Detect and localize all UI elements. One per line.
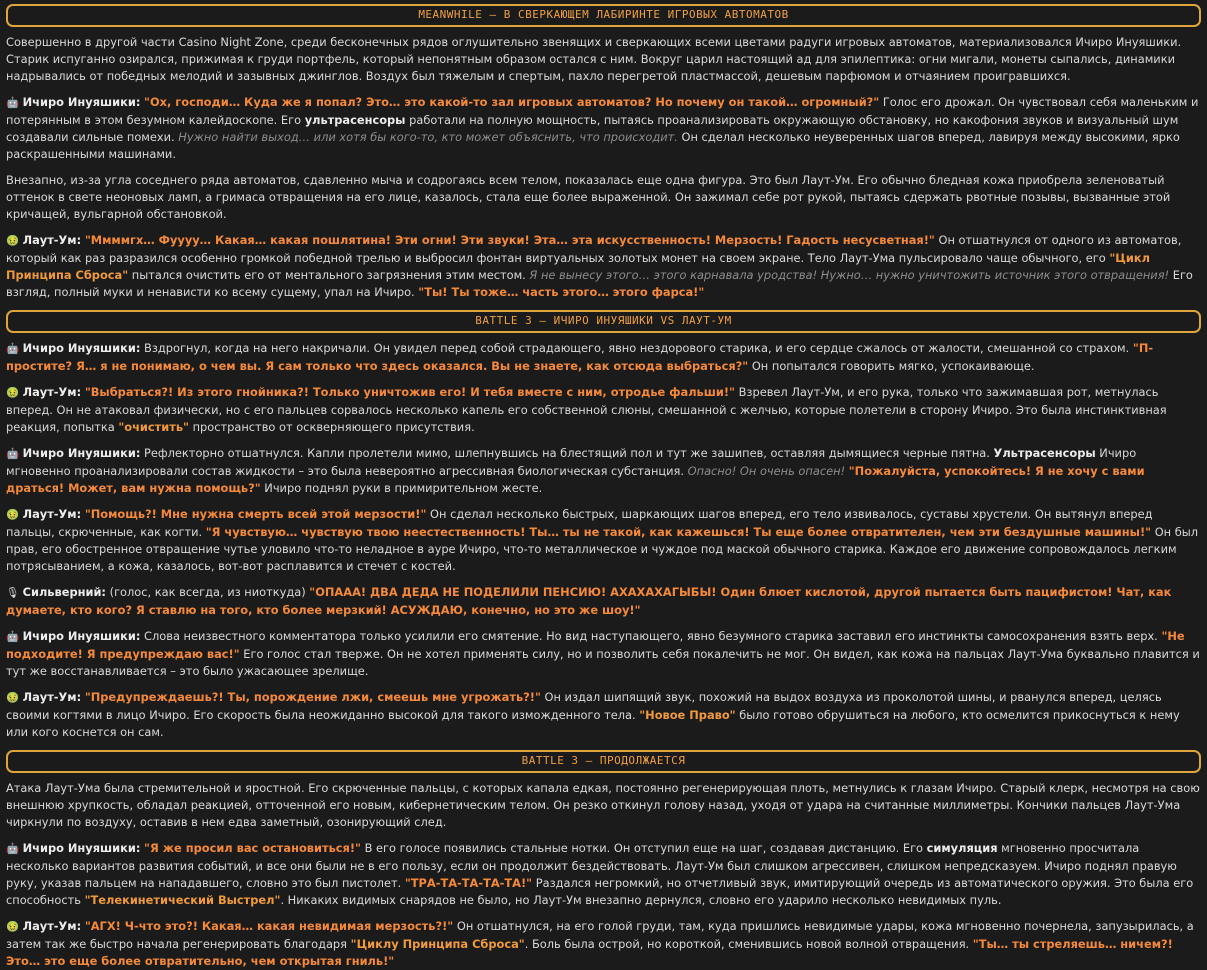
bold-term: ультрасенсоры (304, 113, 406, 127)
quote: "Не подходите! Я предупреждаю вас!" (6, 629, 1185, 661)
narration-text: Он сделал несколько быстрых, шаркающих шагов вперед, его тело извивалось, суставы хрустели. Он вытянул вперед пальцы, скрюченные, как когти. (6, 507, 1153, 539)
quote: "ТРА-ТА-ТА-ТА-ТА!" (404, 876, 533, 890)
narration-text: Вздрогнул, когда на него накричали. Он увидел перед собой страдающего, явно нездорового старика, и его сердце сжалось от жалости, смешанной со страхом. (140, 341, 1133, 355)
commentator-quote: "ОПААА! ДВА ДЕДА НЕ ПОДЕЛИЛИ ПЕНСИЮ! АХАХАХАГЫБЫ! Один блюет кислотой, другой пытается быть пацифистом! Чат, как думаете, кто кого? Я ставлю на того, кто более мерзкий! АСУЖДАЮ, конечно, но это же шоу!" (6, 585, 1172, 617)
speaker-name: Лаут-Ум: (22, 385, 82, 399)
narration-text: Совершенно в другой части Casino Night Zone, среди бесконечных рядов оглушительно звенящих и сверкающих всеми цветами радуги игровых автоматов, материализовался Ичиро Инуяшики. Старик испуганно озирался, прижимая к груди портфель, который непонятным образом остался с ним. Вокруг царил настоящий ад для эпилептика: огни мигали, монеты сыпались, динамики надрывались от победных мелодий и зазывных джинглов. Воздух был тяжелым и спертым, пахло перегретой пластмассой, дешевым парфюмом и отчаянием проигравшихся. (6, 35, 1182, 83)
dialogue-ichiro (6, 628, 1201, 680)
speaker-name: Ичиро Инуяшики: (22, 629, 141, 643)
speaker-name: Ичиро Инуяшики: (22, 341, 141, 355)
narration-text: . Боль была острой, но короткой, сменившись новой волной отвращения. (524, 937, 973, 951)
quote: "Предупреждаешь?! Ты, порождение лжи, смеешь мне угрожать?!" (84, 690, 541, 704)
quote: "Пожалуйста, успокойтесь! Я не хочу с вами драться! Может, вам нужна помощь?" (6, 464, 1145, 495)
narration-text: Внезапно, из-за угла соседнего ряда автоматов, сдавленно мыча и содрогаясь всем телом, показалась еще одна фигура. Это был Лаут-Ум. Его обычно бледная кожа приобрела зеленоватый оттенок в свете неоновых ламп, а гримаса отвращения на его лице, казалось, стала еще более выраженной. Он зажимал себе рот рукой, пытаясь сдержать рвотные позывы, вызванные этой кричащей, вульгарной обстановкой. (6, 173, 1171, 221)
narration-text: Он издал шипящий звук, похожий на выдох воздуха из проколотой шины, и рванулся вперед, целясь своими когтями в лицо Ичиро. Его скорость была неожиданно высокой для такого изможденного тела. (6, 690, 1162, 722)
quote: "Ох, господи… Куда же я попал? Это… это какой-то зал игровых автоматов? Но почему он такой… огромный?" (144, 95, 880, 109)
robot-icon: 🤖 (6, 843, 20, 855)
quote: "Я чувствую… чувствую твою неестественность! Ты… ты не такой, как кажешься! Ты еще более отвратителен, чем эти бездушные машины!" (205, 525, 1152, 539)
inner-thought: Нужно найти выход… или хотя бы кого-то, кто может объяснить, что происходит. (178, 130, 678, 144)
quote: "П-простите? Я… я не понимаю, о чем вы. Я сам только что здесь оказался. Вы не знаете, как отсюда выбраться?" (6, 341, 1154, 373)
section-banner-continues: BATTLE 3 – ПРОДОЛЖАЕТСЯ (6, 750, 1201, 773)
narration-text: было готово обрушиться на любого, кто осмелится прикоснуться к нему или кого коснется он сам. (6, 708, 1180, 739)
narration-text: Ичиро поднял руки в примирительном жесте. (260, 481, 543, 495)
narration-text: Взревел Лаут-Ум, и его рука, только что зажимавшая рот, метнулась вперед. Он не атаковал физически, но с его пальцев сорвалось несколько капель его собственной слюны, смешанной с желчью, которые полетели в сторону Ичиро. Это была инстинктивная реакция, попытка (6, 385, 1167, 434)
narration-text: Его голос стал тверже. Он не хотел применять силу, но и позволить себя покалечить не мог. Он видел, как кожа на пальцах Лаут-Ума буквально плавится и тут же восстанавливается – это было ужасающее зрелище. (6, 647, 1200, 678)
nauseated-face-icon: 🤢 (6, 692, 20, 704)
dialogue-laut (6, 918, 1201, 970)
inner-thought: Я не вынесу этого… этого карнавала уродства! Нужно… нужно уничтожить источник этого отвращения! (529, 268, 1170, 282)
dialogue-laut (6, 689, 1201, 741)
robot-icon: 🤖 (6, 343, 20, 355)
speaker-name: Ичиро Инуяшики: (22, 95, 141, 109)
narration-text: В его голосе появились стальные нотки. Он отступил еще на шаг, создавая дистанцию. Его (360, 841, 927, 855)
narration-text: Рефлекторно отшатнулся. Капли пролетели мимо, шлепнувшись на блестящий пол и тут же зашипев, оставляя дымящиеся черные пятна. (140, 446, 994, 460)
bold-term: Ультрасенсоры (993, 446, 1096, 460)
dialogue-laut (6, 232, 1201, 301)
narration-text: Слова неизвестного комментатора только усилили его смятение. Но вид наступающего, явно безумного старика заставил его инстинкты самосохранения взять верх. (140, 629, 1162, 643)
speaker-name: Ичиро Инуяшики: (22, 841, 141, 855)
narration-text: Раздался негромкий, но отчетливый звук, имитирующий очередь из автоматического оружия. Это была его способность (6, 876, 1194, 907)
speaker-name: Лаут-Ум: (22, 919, 82, 933)
narration-text: работали на полную мощность, пытаясь проанализировать окружающую обстановку, но какофония звуков и визуальный шум создавали сильные помехи. (6, 113, 1179, 144)
section-banner-battle: BATTLE 3 – ИЧИРО ИНУЯШИКИ VS ЛАУТ-УМ (6, 310, 1201, 333)
narration-text: Его взгляд, полный муки и ненависти ко всему сущему, упал на Ичиро. (6, 268, 1193, 299)
narration-text: Он отшатнулся, на его голой груди, там, куда пришлись невидимые удары, кожа мгновенно почернела, запузырилась, а затем так же быстро начала регенерировать благодаря (6, 919, 1194, 951)
ability-name: "Циклу Принципа Сброса" (350, 937, 525, 951)
dialogue-ichiro (6, 840, 1201, 909)
ability-name: "Цикл Принципа Сброса" (6, 251, 1150, 282)
narration-text: Он отшатнулся от одного из автоматов, который как раз разразился особенно громкой победной трелью и выбросил фонтан виртуальных золотых монет на своем экране. Тело Лаут-Ума пульсировало чаще обычного, его (6, 233, 1182, 265)
narration-text: пытался очистить его от ментального загрязнения этим местом. (128, 268, 530, 282)
inner-thought: Опасно! Он очень опасен! (687, 464, 846, 478)
narration-text: мгновенно просчитала несколько вариантов развития событий, и все они были не в его пользу, если он продолжит бездействовать. Лаут-Ум был слишком агрессивен, слишком непредсказуем. Ичиро поднял правую руку, указав пальцем на нападавшего, словно это был пистолет. (6, 841, 1177, 890)
narration-text: Он попытался говорить мягко, успокаивающе. (748, 359, 1035, 373)
speaker-name: Ичиро Инуяшики: (22, 446, 141, 460)
dialogue-ichiro (6, 445, 1201, 497)
robot-icon: 🤖 (6, 97, 20, 109)
robot-icon: 🤖 (6, 631, 20, 643)
narration-text: пространство от оскверняющего присутствия. (188, 420, 475, 434)
narration-paragraph (6, 780, 1201, 831)
speaker-name: Сильверний: (22, 585, 106, 599)
ability-name: "Телекинетический Выстрел" (84, 893, 281, 907)
dialogue-ichiro (6, 94, 1201, 163)
narration-text: . Никаких видимых снарядов не было, но Лаут-Ум внезапно дернулся, словно его ударило несколько невидимых пуль. (280, 893, 1002, 907)
narration-text: Ичиро мгновенно проанализировали состав жидкости – это была невероятно агрессивная биологическая субстанция. (6, 446, 1137, 478)
quote: "Помощь?! Мне нужна смерть всей этой мерзости!" (84, 507, 427, 521)
dialogue-ichiro (6, 340, 1201, 375)
nauseated-face-icon: 🤢 (6, 387, 20, 399)
quote: "Выбраться?! Из этого гнойника?! Только уничтожив его! И тебя вместе с ним, отродье фальши!" (84, 385, 735, 399)
speaker-name: Лаут-Ум: (22, 507, 82, 521)
speaker-name: Лаут-Ум: (22, 690, 82, 704)
ability-name: "Новое Право" (639, 708, 736, 722)
quote: "Ммммгх… Фуууу… Какая… какая пошлятина! Эти огни! Эти звуки! Эта… эта искусственность! Мерзость! Гадость несусветная!" (84, 233, 935, 247)
quote: "АГХ! Ч-что это?! Какая… какая невидимая мерзость?!" (84, 919, 454, 933)
narration-text: Он был прав, его обостренное отвращение чутье уловило что-то неладное в ауре Ичиро, что-то металлическое и чуждое под маской обычного старика. Каждое его движение сопровождалось легким потрясыванием, а кожа, казалось, вот-вот расплавится и стечет с костей. (6, 525, 1199, 573)
narration-text: Он сделал несколько неуверенных шагов вперед, лавируя между высокими, ярко раскрашенными машинами. (6, 130, 1180, 161)
dialogue-laut (6, 506, 1201, 575)
narration-text: Голос его дрожал. Он чувствовал себя маленьким и потерянным в этом безумном калейдоскопе. Его (6, 95, 1199, 127)
narration-text: (голос, как всегда, из ниоткуда) (106, 585, 310, 599)
microphone-icon: 🎙 (6, 587, 20, 599)
bold-term: симуляция (926, 841, 998, 855)
narration-paragraph (6, 34, 1201, 85)
quote: "Я же просил вас остановиться!" (144, 841, 361, 855)
nauseated-face-icon: 🤢 (6, 921, 20, 933)
section-banner-meanwhile: MEANWHILE – В СВЕРКАЮЩЕМ ЛАБИРИНТЕ ИГРОВЫХ АВТОМАТОВ (6, 4, 1201, 27)
robot-icon: 🤖 (6, 448, 20, 460)
narration-paragraph (6, 172, 1201, 223)
nauseated-face-icon: 🤢 (6, 235, 20, 247)
dialogue-silver (6, 584, 1201, 619)
quote: "Ты! Ты тоже… часть этого… этого фарса!" (418, 285, 705, 299)
speaker-name: Лаут-Ум: (22, 233, 82, 247)
highlight-term: "очистить" (118, 420, 189, 434)
nauseated-face-icon: 🤢 (6, 509, 20, 521)
quote: "Ты… ты стреляешь… ничем?! Это… это еще более отвратительно, чем открытая гниль!" (6, 937, 1173, 968)
dialogue-laut (6, 384, 1201, 436)
narration-text: Атака Лаут-Ума была стремительной и яростной. Его скрюченные пальцы, с которых капала едкая, постоянно регенерирующая плоть, метнулись к глазам Ичиро. Старый клерк, несмотря на свою внешнюю хрупкость, обладал реакцией, отточенной его новым, кибернетическим телом. Он резко откинул голову назад, уходя от удара на считанные миллиметры. Кончики пальцев Лаут-Ума чиркнули по воздуху, оставив в нем едва заметный, озонирующий след. (6, 781, 1200, 829)
